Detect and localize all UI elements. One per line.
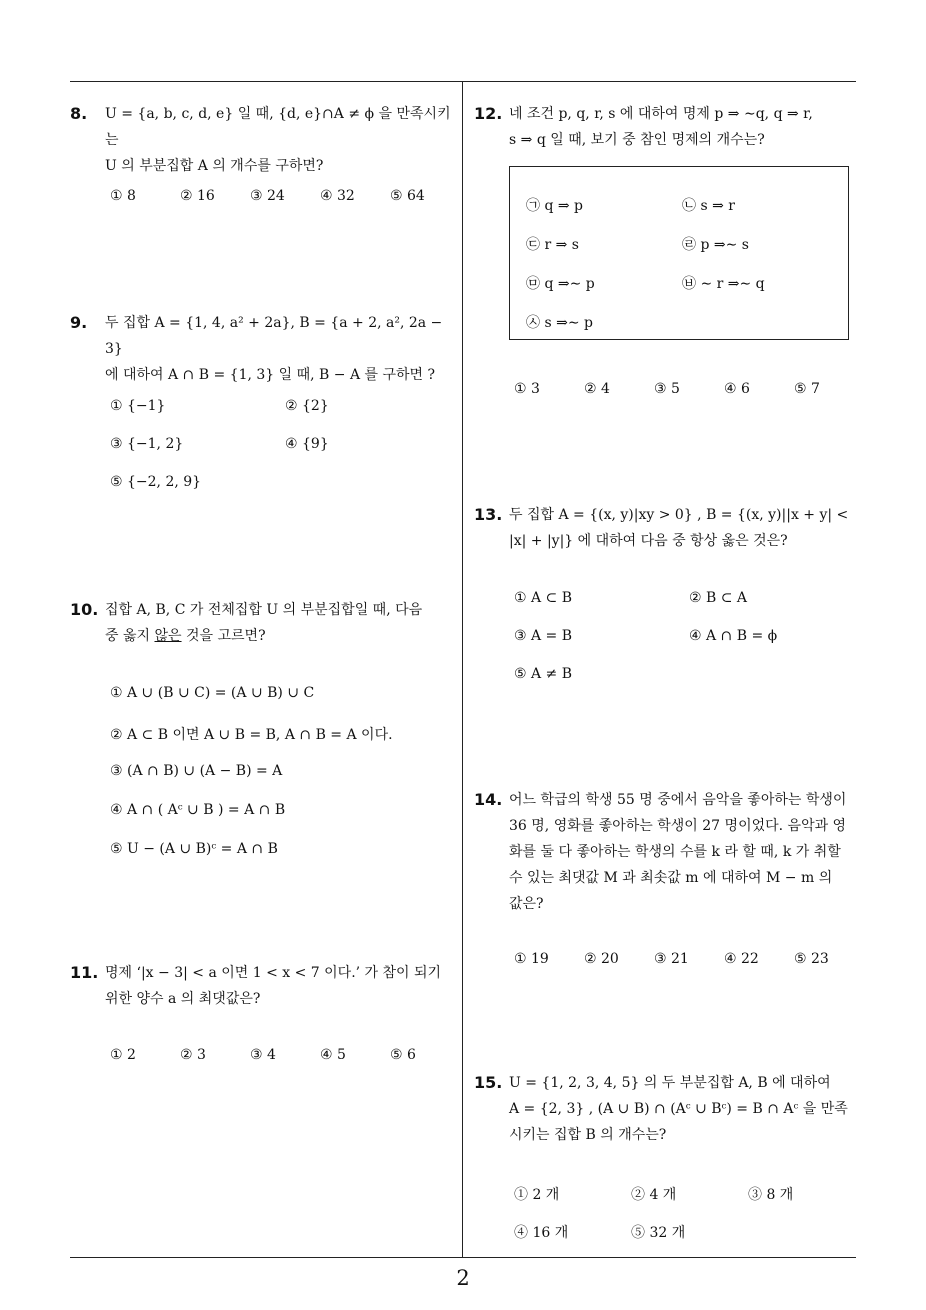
box-item: ㉢ r ⇒ s xyxy=(526,237,579,253)
question-10 xyxy=(70,597,460,649)
choice-2[interactable]: ② B ⊂ A xyxy=(689,590,748,606)
choice-1[interactable]: ① 3 xyxy=(514,381,540,397)
question-stem xyxy=(105,960,460,1012)
choice-1[interactable]: ① A ∪ (B ∪ C) = (A ∪ B) ∪ C xyxy=(110,685,315,701)
question-stem xyxy=(105,597,460,649)
choice-4[interactable]: ④ 32 xyxy=(320,188,355,204)
choice-5[interactable]: ⑤ 6 xyxy=(390,1047,416,1063)
question-number: 14. xyxy=(474,790,503,809)
box-item: ㉣ p ⇒∼ s xyxy=(682,237,749,253)
choice-1[interactable]: ① {−1} xyxy=(110,398,166,414)
page-number: 2 xyxy=(456,1266,470,1290)
choice-2[interactable]: ② 3 xyxy=(180,1047,206,1063)
choice-2[interactable]: ② 4 xyxy=(584,381,610,397)
choice-4[interactable]: ④ 16 개 xyxy=(514,1225,569,1241)
stem-line: U = {a, b, c, d, e} 일 때, {d, e}∩A ≠ ϕ 을 만족시키는 xyxy=(105,106,451,148)
choice-2[interactable]: ② 20 xyxy=(584,951,619,967)
bottom-rule xyxy=(70,1257,856,1258)
choice-4[interactable]: ④ {9} xyxy=(285,436,329,452)
choice-3[interactable]: ③ 4 xyxy=(250,1047,276,1063)
choice-5[interactable]: ⑤ 23 xyxy=(794,951,829,967)
stem-line: 36 명, 영화를 좋아하는 학생이 27 명이었다. 음악과 영 xyxy=(509,818,847,834)
stem-line: A = {2, 3} , (A ∪ B) ∩ (Aᶜ ∪ Bᶜ) = B ∩ Aᶜ 을 만족 xyxy=(509,1101,848,1117)
box-item: ㉠ q ⇒ p xyxy=(526,198,584,214)
stem-line: 집합 A, B, C 가 전체집합 U 의 부분집합일 때, 다음 xyxy=(105,602,423,618)
question-number: 13. xyxy=(474,505,503,524)
box-item: ㉦ s ⇒∼ p xyxy=(526,315,593,331)
choice-4[interactable]: ④ 5 xyxy=(320,1047,346,1063)
stem-line: 위한 양수 a 의 최댓값은? xyxy=(105,991,261,1007)
stem-line: 어느 학급의 학생 55 명 중에서 음악을 좋아하는 학생이 xyxy=(509,792,847,808)
choice-1[interactable]: ① 19 xyxy=(514,951,549,967)
choice-5[interactable]: ⑤ U − (A ∪ B)ᶜ = A ∩ B xyxy=(110,841,278,857)
choice-5[interactable]: ⑤ 64 xyxy=(390,188,425,204)
choice-5[interactable]: ⑤ A ≠ B xyxy=(514,666,573,682)
question-number: 8. xyxy=(70,104,88,123)
choice-3[interactable]: ③ {−1, 2} xyxy=(110,436,184,452)
stem-line: 두 집합 A = {(x, y)|xy > 0} , B = {(x, y)||x + y| < xyxy=(509,507,849,523)
question-15 xyxy=(474,1070,864,1148)
choice-1[interactable]: ① 2 개 xyxy=(514,1187,560,1203)
question-8 xyxy=(70,101,460,179)
question-14 xyxy=(474,787,864,917)
stem-line: 화를 둘 다 좋아하는 학생의 수를 k 라 할 때, k 가 취할 xyxy=(509,844,841,860)
stem-line: U = {1, 2, 3, 4, 5} 의 두 부분집합 A, B 에 대하여 xyxy=(509,1075,831,1091)
choice-4[interactable]: ④ A ∩ ( Aᶜ ∪ B ) = A ∩ B xyxy=(110,802,286,818)
question-stem xyxy=(509,101,864,153)
question-number: 10. xyxy=(70,600,99,619)
question-stem xyxy=(105,310,460,388)
question-11 xyxy=(70,960,460,1012)
choice-3[interactable]: ③ 5 xyxy=(654,381,680,397)
choice-4[interactable]: ④ 22 xyxy=(724,951,759,967)
question-stem xyxy=(509,1070,864,1148)
stem-line: |x| + |y|} 에 대하여 다음 중 항상 옳은 것은? xyxy=(509,533,788,549)
column-divider xyxy=(462,81,463,1258)
box-item: ㉤ q ⇒∼ p xyxy=(526,276,595,292)
choice-1[interactable]: ① 2 xyxy=(110,1047,136,1063)
choice-5[interactable]: ⑤ 7 xyxy=(794,381,820,397)
question-9 xyxy=(70,310,460,388)
box-item: ㉡ s ⇒ r xyxy=(682,198,735,214)
choice-4[interactable]: ④ 6 xyxy=(724,381,750,397)
choice-5[interactable]: ⑤ {−2, 2, 9} xyxy=(110,474,202,490)
choice-1[interactable]: ① A ⊂ B xyxy=(514,590,573,606)
question-stem xyxy=(509,502,864,554)
question-stem xyxy=(105,101,460,179)
choice-5[interactable]: ⑤ 32 개 xyxy=(631,1225,686,1241)
stem-line: U 의 부분집합 A 의 개수를 구하면? xyxy=(105,158,324,174)
stem-line: 시키는 집합 B 의 개수는? xyxy=(509,1127,667,1143)
box-item: ㉥ ∼ r ⇒∼ q xyxy=(682,276,765,292)
example-box xyxy=(509,166,849,340)
question-13 xyxy=(474,502,864,554)
choice-4[interactable]: ④ A ∩ B = ϕ xyxy=(689,628,778,644)
choice-1[interactable]: ① 8 xyxy=(110,188,136,204)
choice-2[interactable]: ② A ⊂ B 이면 A ∪ B = B, A ∩ B = A 이다. xyxy=(110,727,393,743)
question-number: 15. xyxy=(474,1073,503,1092)
question-number: 9. xyxy=(70,313,88,332)
choice-3[interactable]: ③ A = B xyxy=(514,628,573,644)
choice-3[interactable]: ③ (A ∩ B) ∪ (A − B) = A xyxy=(110,763,283,779)
choice-2[interactable]: ② 4 개 xyxy=(631,1187,677,1203)
stem-line: 값은? xyxy=(509,896,544,912)
stem-line: 명제 ‘|x − 3| < a 이면 1 < x < 7 이다.’ 가 참이 되기 xyxy=(105,965,442,981)
question-12 xyxy=(474,101,864,153)
stem-line: 에 대하여 A ∩ B = {1, 3} 일 때, B − A 를 구하면 ? xyxy=(105,367,436,383)
choice-2[interactable]: ② 16 xyxy=(180,188,215,204)
choice-3[interactable]: ③ 21 xyxy=(654,951,689,967)
question-stem xyxy=(509,787,864,917)
emphasis-underline: 않은 xyxy=(154,628,182,644)
stem-line: 두 집합 A = {1, 4, a² + 2a}, B = {a + 2, a², 2a − 3} xyxy=(105,315,443,357)
choice-2[interactable]: ② {2} xyxy=(285,398,329,414)
stem-line: 네 조건 p, q, r, s 에 대하여 명제 p ⇒ ∼q, q ⇒ r, xyxy=(509,106,813,122)
top-rule xyxy=(70,81,856,82)
stem-line: 수 있는 최댓값 M 과 최솟값 m 에 대하여 M − m 의 xyxy=(509,870,833,886)
stem-line: 중 옳지 않은 것을 고르면? xyxy=(105,628,266,644)
choice-3[interactable]: ③ 24 xyxy=(250,188,285,204)
question-number: 11. xyxy=(70,963,99,982)
question-number: 12. xyxy=(474,104,503,123)
choice-3[interactable]: ③ 8 개 xyxy=(748,1187,794,1203)
stem-line: s ⇒ q 일 때, 보기 중 참인 명제의 개수는? xyxy=(509,132,765,148)
